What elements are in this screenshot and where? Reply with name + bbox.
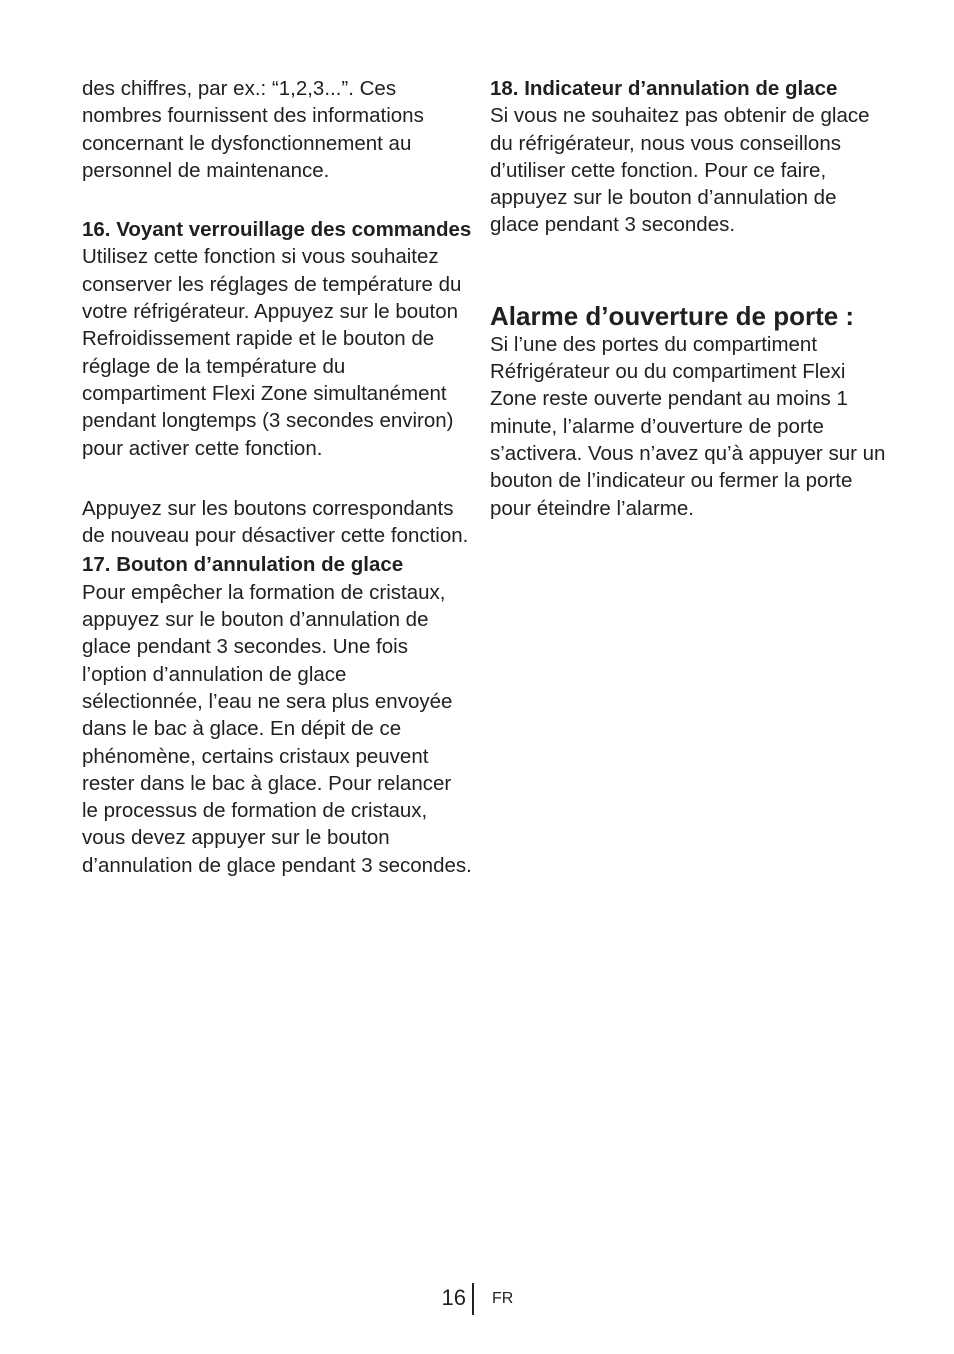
footer-divider	[472, 1283, 474, 1315]
section-18-body: Si vous ne souhaitez pas obtenir de glace du réfrigérateur, nous vous conseillons d’utiliser cette fonction. Pour ce faire, appuyez sur le bouton d’annulation de glace pendant 3 secondes.	[490, 104, 870, 237]
intro-paragraph: des chiffres, par ex.: “1,2,3...”. Ces nombres fournissent des informations concernant le dysfonctionnement au personnel de maintenance.	[82, 77, 424, 182]
section-16-body-2: Appuyez sur les boutons correspondants de nouveau pour désactiver cette fonction.	[82, 496, 469, 548]
left-column	[82, 75, 472, 879]
section-17-heading: 17. Bouton d’annulation de glace	[82, 553, 404, 577]
section-16-body: Utilisez cette fonction si vous souhaitez conserver les réglages de température du votre réfrigérateur. Appuyez sur le bouton Refroidissement rapide et le bouton de réglage de la température du compartiment Flexi Zone simultanément pendant longtemps (3 secondes environ) pour activer cette fonction.	[82, 245, 462, 460]
right-column	[490, 75, 890, 522]
language-code: FR	[492, 1290, 514, 1307]
alarm-heading: Alarme d’ouverture de porte :	[490, 300, 855, 331]
section-18-heading: 18. Indicateur d’annulation de glace	[490, 77, 838, 100]
page-number: 16	[441, 1285, 466, 1310]
section-16-heading: 16. Voyant verrouillage des commandes	[82, 218, 472, 242]
page-footer	[0, 1283, 954, 1315]
section-17-body: Pour empêcher la formation de cristaux, appuyez sur le bouton d’annulation de glace pendant 3 secondes. Une fois l’option d’annulation de glace sélectionnée, l’eau ne sera plus envoyée dans le bac à glace. En dépit de ce phénomène, certains cristaux peuvent rester dans le bac à glace. Pour relancer le processus de formation de cristaux, vous devez appuyer sur le bouton d’annulation de glace pendant 3 secondes.	[82, 580, 472, 877]
alarm-body: Si l’une des portes du compartiment Réfrigérateur ou du compartiment Flexi Zone reste ouverte pendant au moins 1 minute, l’alarme d’ouverture de porte s’activera. Vous n’avez qu’à appuyer sur un bouton de l’indicateur ou fermer la porte pour éteindre l’alarme.	[490, 332, 886, 520]
